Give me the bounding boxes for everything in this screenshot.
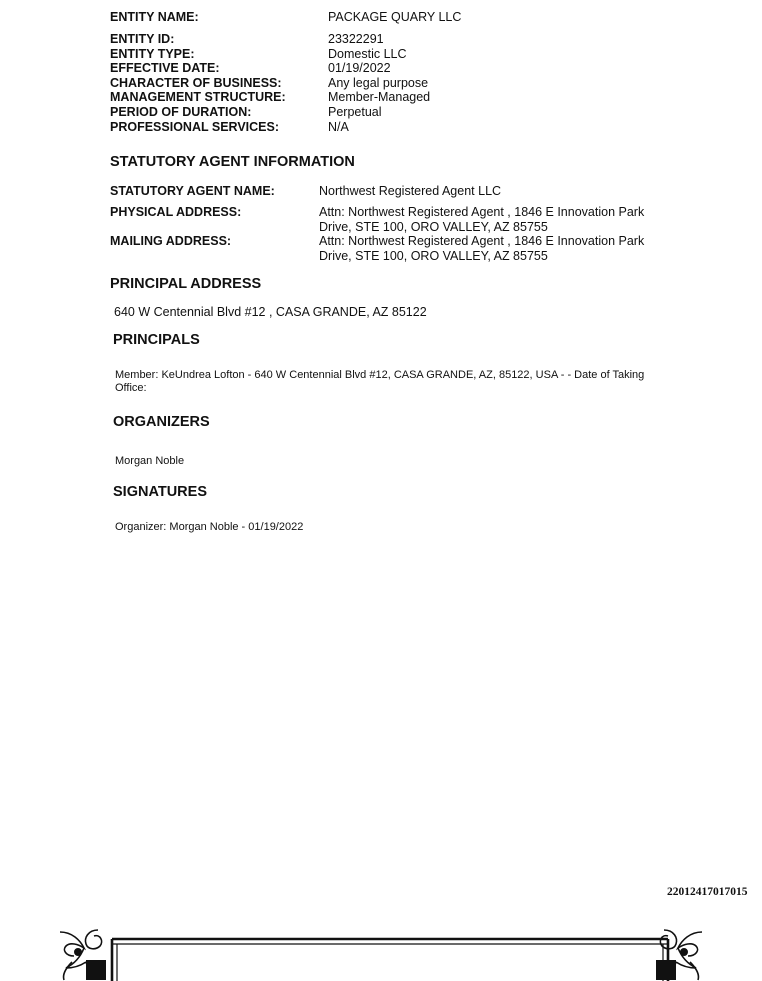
mailing-address-line: Attn: Northwest Registered Agent , 1846 E Innovation Park [319, 234, 645, 248]
entity-field-values [328, 32, 430, 134]
document-number: 22012417017015 [667, 886, 748, 898]
principal-address-heading: PRINCIPAL ADDRESS [110, 276, 262, 292]
physical-address-line: Drive, STE 100, ORO VALLEY, AZ 85755 [319, 219, 548, 234]
principal-address-value: 640 W Centennial Blvd #12 , CASA GRANDE, AZ 85122 [114, 305, 427, 319]
signatures-heading: SIGNATURES [113, 484, 207, 500]
period-of-duration-label: PERIOD OF DURATION: [110, 104, 252, 119]
entity-field-labels [110, 32, 286, 134]
mailing-address-line: Drive, STE 100, ORO VALLEY, AZ 85755 [319, 248, 548, 263]
decorative-border [0, 922, 762, 981]
entity-name-value: PACKAGE QUARY LLC [328, 10, 462, 24]
entity-type-value: Domestic LLC [328, 46, 407, 61]
entity-id-label: ENTITY ID: [110, 32, 175, 46]
statutory-agent-heading: STATUTORY AGENT INFORMATION [110, 154, 355, 170]
management-structure-value: Member-Managed [328, 90, 431, 105]
mailing-address-label: MAILING ADDRESS: [110, 234, 232, 248]
organizer-name: Morgan Noble [115, 455, 185, 467]
principal-member-line: Office: [115, 381, 147, 394]
signature-entry: Organizer: Morgan Noble - 01/19/2022 [115, 521, 304, 533]
effective-date-value: 01/19/2022 [328, 61, 391, 76]
period-of-duration-value: Perpetual [328, 104, 382, 119]
statutory-agent-name-value: Northwest Registered Agent LLC [319, 184, 502, 198]
effective-date-label: EFFECTIVE DATE: [110, 61, 220, 76]
mailing-address-value [319, 234, 644, 263]
character-of-business-label: CHARACTER OF BUSINESS: [110, 75, 282, 90]
physical-address-value [319, 205, 644, 234]
physical-address-label: PHYSICAL ADDRESS: [110, 205, 242, 219]
professional-services-label: PROFESSIONAL SERVICES: [110, 119, 280, 134]
statutory-agent-name-label: STATUTORY AGENT NAME: [110, 184, 275, 198]
physical-address-line: Attn: Northwest Registered Agent , 1846 E Innovation Park [319, 205, 645, 219]
entity-name-label: ENTITY NAME: [110, 10, 199, 24]
character-of-business-value: Any legal purpose [328, 75, 429, 90]
principals-entry [115, 369, 644, 394]
principal-member-line: Member: KeUndrea Lofton - 640 W Centennial Blvd #12, CASA GRANDE, AZ, 85122, USA - - Date of Taking [115, 369, 645, 381]
entity-id-value: 23322291 [328, 32, 384, 46]
entity-type-label: ENTITY TYPE: [110, 46, 195, 61]
organizers-heading: ORGANIZERS [113, 414, 210, 430]
professional-services-value: N/A [328, 119, 349, 134]
corner-block [86, 960, 106, 980]
principals-heading: PRINCIPALS [113, 332, 200, 348]
corner-block [656, 960, 676, 980]
management-structure-label: MANAGEMENT STRUCTURE: [110, 90, 286, 105]
